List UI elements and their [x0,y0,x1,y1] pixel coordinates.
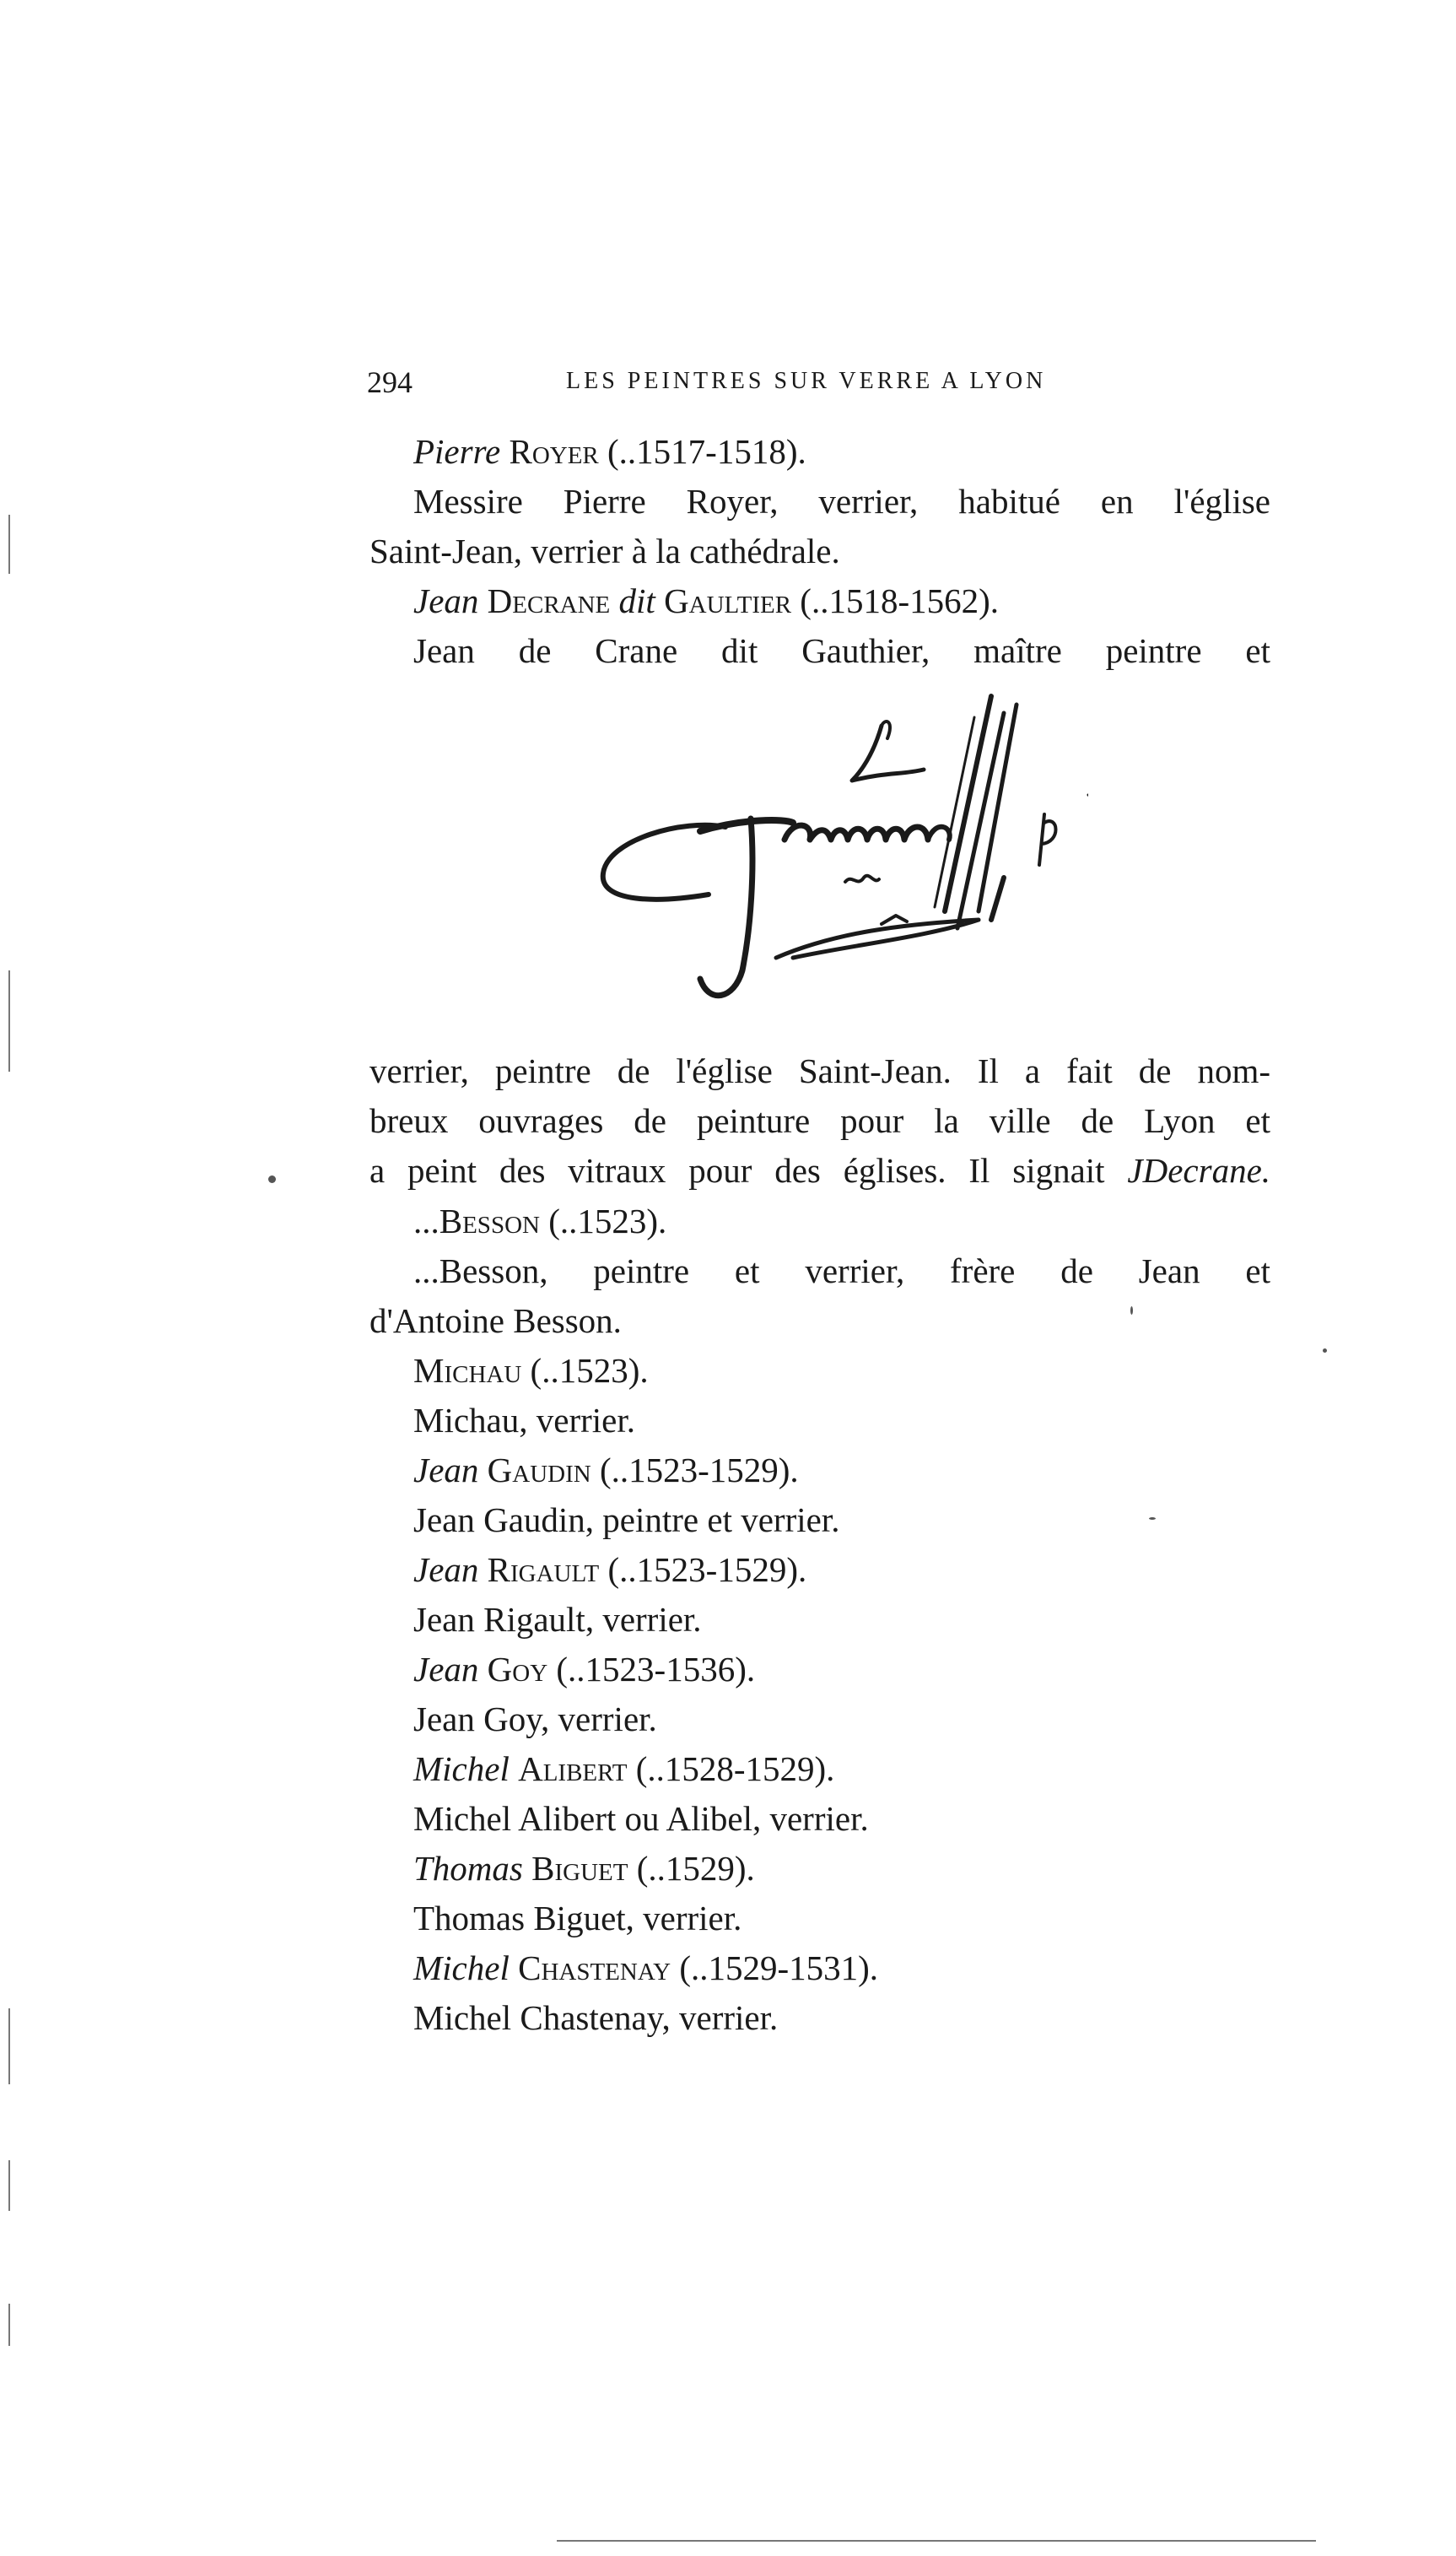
page-header [367,365,1270,407]
entry-desc: Michau, verrier. [413,1401,635,1440]
scan-speck [268,1175,276,1183]
entries-top [369,427,1270,676]
scan-speck [1130,1306,1133,1315]
entry-desc: d'Antoine Besson. [369,1301,622,1340]
signature-facsimile [582,692,1088,1013]
entry-desc: Michel Chastenay, verrier. [413,1998,779,2037]
page-number: 294 [367,365,413,399]
paragraph-line-3: a peint des vitraux pour des églises. Il signait JDecrane. [369,1151,1271,1190]
entry-decrane-heading: Jean Decrane dit Gaultier (..1518-1562). [413,581,1000,620]
scan-speck [1323,1348,1327,1353]
entry-heading: ...Besson (..1523). [413,1202,667,1240]
signature-caption: JDecrane. [1127,1151,1271,1190]
scan-edge-mark [8,515,10,574]
scan-edge-mark [8,970,10,1072]
entry-royer-desc-1: Messire Pierre Royer, verrier, habitué en l'église [413,482,1270,521]
entry-desc: Thomas Biguet, verrier. [413,1899,742,1937]
scan-edge-mark [8,2304,10,2346]
scan-bottom-edge [557,2540,1316,2542]
entry-heading: Michau (..1523). [413,1351,649,1390]
entry-desc: Jean Gaudin, peintre et verrier. [413,1500,840,1539]
entry-heading: Michel Alibert (..1528-1529). [413,1749,835,1788]
entry-desc: Jean Rigault, verrier. [413,1600,702,1639]
paragraph-line-2: breux ouvrages de peinture pour la ville de Lyon et [369,1101,1270,1140]
entry-heading: Michel Chastenay (..1529-1531). [413,1948,879,1987]
entry-heading: Jean Goy (..1523-1536). [413,1650,756,1689]
entry-royer-desc-2: Saint-Jean, verrier à la cathédrale. [369,532,840,570]
running-title: LES PEINTRES SUR VERRE A LYON [566,368,1047,394]
entry-desc: Jean Goy, verrier. [413,1699,657,1738]
scan-speck [1149,1517,1156,1520]
scan-edge-mark [8,2008,10,2084]
entry-desc: ...Besson, peintre et verrier, frère de Jean et [413,1251,1270,1290]
paragraph-line-1: verrier, peintre de l'église Saint-Jean. Il a fait de nom- [369,1051,1270,1090]
entry-royer-heading: Pierre Royer (..1517-1518). [413,432,806,471]
paragraph-decrane [369,1046,1270,1196]
scan-edge-mark [8,2160,10,2211]
entry-heading: Jean Rigault (..1523-1529). [413,1550,807,1589]
entry-desc: Michel Alibert ou Alibel, verrier. [413,1799,869,1838]
entries-list [369,1197,1270,2043]
entry-decrane-desc-1: Jean de Crane dit Gauthier, maître peintre et [413,631,1270,670]
entry-heading: Jean Gaudin (..1523-1529). [413,1451,799,1489]
entry-heading: Thomas Biguet (..1529). [413,1849,755,1888]
